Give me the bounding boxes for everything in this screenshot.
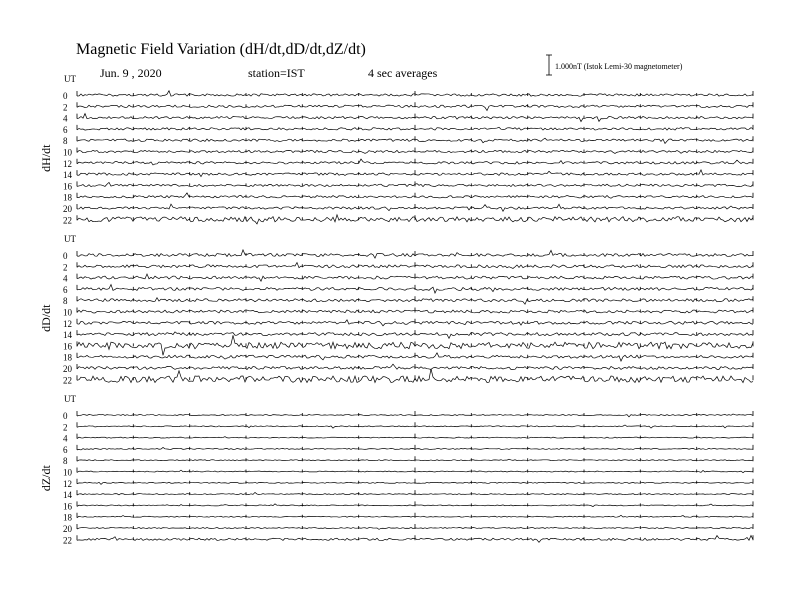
averaging-label: 4 sec averages [368,66,438,80]
ut-axis-label: UT [64,234,76,244]
row-label: 6 [63,124,68,135]
date-label: Jun. 9 , 2020 [100,66,162,80]
row-label: 20 [63,364,72,374]
row-tick-marks [77,251,753,256]
panel-dZ-dt [39,394,753,545]
row-label: 0 [63,91,68,101]
y-axis-label: dD/dt [39,304,53,332]
row-label: 18 [63,512,72,523]
row-label: 20 [63,204,72,214]
row-label: 14 [63,170,72,181]
row-label: 6 [63,284,68,295]
scale-bar [546,55,683,75]
panel-dH-dt [39,74,753,225]
row-label: 0 [63,251,68,261]
row-tick-marks [77,330,753,335]
row-label: 8 [63,136,68,147]
row-label: 22 [63,535,72,546]
row-label: 0 [63,411,68,421]
row-label: 16 [63,181,72,192]
row-label: 2 [63,422,68,433]
row-label: 10 [63,467,72,478]
row-label: 14 [63,330,72,341]
row-label: 4 [63,433,68,444]
row-label: 6 [63,444,68,455]
row-label: 8 [63,296,68,307]
y-axis-label: dH/dt [39,144,53,172]
row-label: 20 [63,524,72,534]
row-label: 10 [63,307,72,318]
station-label: station=IST [248,66,305,80]
row-label: 16 [63,501,72,512]
y-axis-label: dZ/dt [39,465,53,492]
row-label: 12 [63,158,72,169]
panels-container [39,74,753,545]
row-label: 18 [63,352,72,363]
row-label: 10 [63,147,72,158]
row-label: 22 [63,375,72,386]
row-label: 16 [63,341,72,352]
chart-title: Magnetic Field Variation (dH/dt,dD/dt,dZ/dt) [76,41,366,58]
ut-axis-label: UT [64,74,76,84]
row-label: 22 [63,215,72,226]
row-label: 2 [63,262,68,273]
row-label: 8 [63,456,68,467]
row-label: 4 [63,273,68,284]
row-label: 14 [63,490,72,501]
row-label: 18 [63,192,72,203]
panel-dD-dt [39,234,753,385]
row-label: 12 [63,478,72,489]
row-label: 2 [63,102,68,113]
row-label: 4 [63,113,68,124]
scale-bar-label: 1.000nT (Istok Lemi-30 magnetometer) [555,62,683,71]
row-label: 12 [63,318,72,329]
ut-axis-label: UT [64,394,76,404]
